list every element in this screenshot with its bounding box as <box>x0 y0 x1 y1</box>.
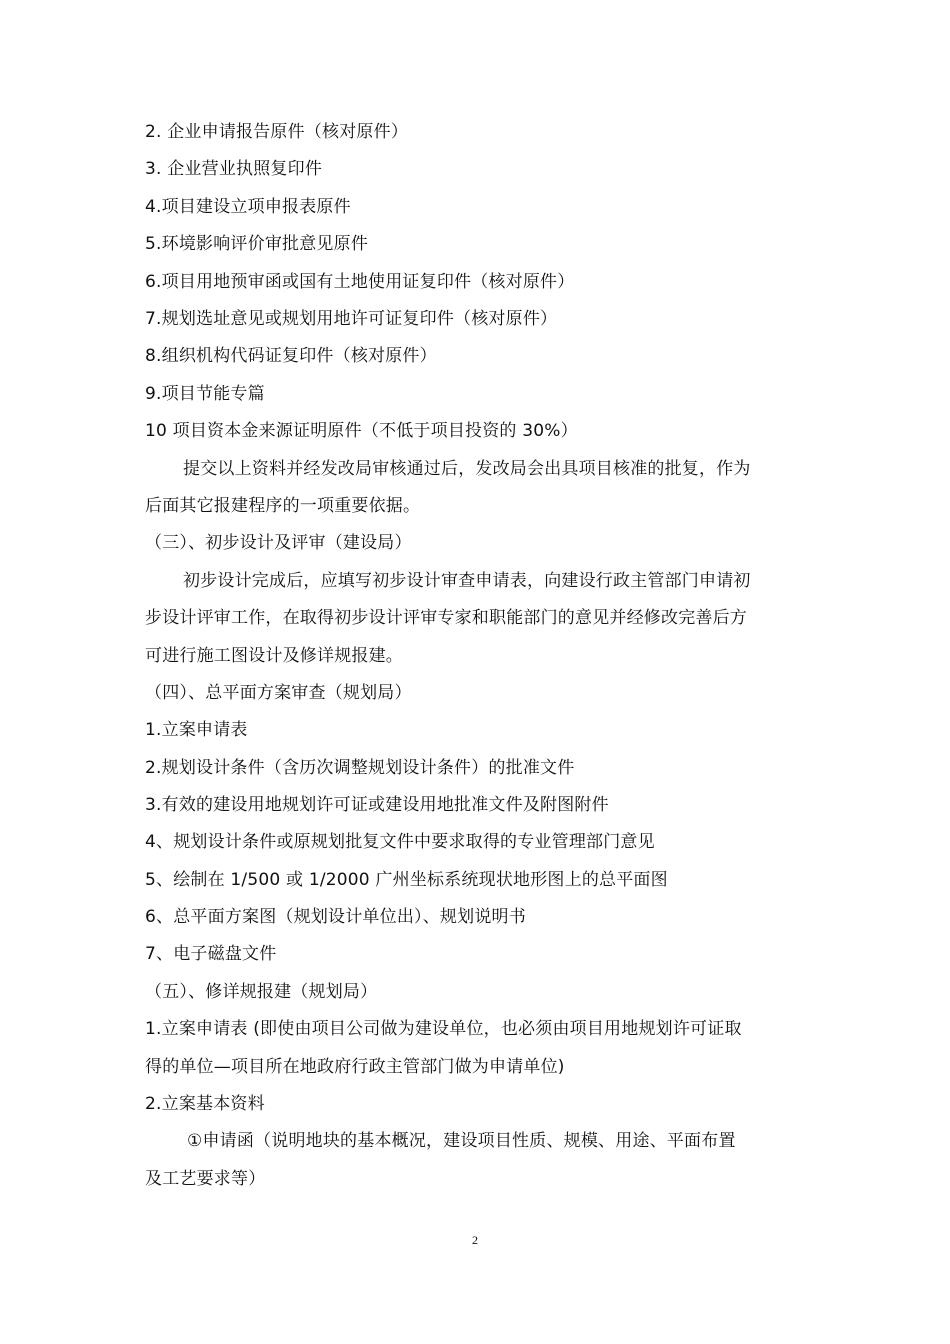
list-item-3: 3. 企业营业执照复印件 <box>145 159 323 179</box>
list-item: 1.立案申请表 (即使由项目公司做为建设单位，也必须由项目用地规划许可证取 <box>145 1019 742 1039</box>
list-item-10: 10 项目资本金来源证明原件（不低于项目投资的 30%） <box>145 421 578 441</box>
section-heading: （三）、初步设计及评审（建设局） <box>145 533 412 553</box>
list-item: 5、绘制在 1/500 或 1/2000 广州坐标系统现状地形图上的总平面图 <box>145 870 668 890</box>
list-item: 4、规划设计条件或原规划批复文件中要求取得的专业管理部门意见 <box>145 832 655 852</box>
list-item-4: 4.项目建设立项申报表原件 <box>145 197 351 217</box>
list-item: 7、电子磁盘文件 <box>145 944 277 964</box>
list-item-2: 2. 企业申请报告原件（核对原件） <box>145 122 409 142</box>
paragraph-line: 后面其它报建程序的一项重要依据。 <box>145 496 421 516</box>
list-item-5: 5.环境影响评价审批意见原件 <box>145 234 369 254</box>
list-item-6: 6.项目用地预审函或国有土地使用证复印件（核对原件） <box>145 272 575 292</box>
paragraph-line: 步设计评审工作，在取得初步设计评审专家和职能部门的意见并经修改完善后方 <box>145 608 747 628</box>
section-heading: （五）、修详规报建（规划局） <box>145 982 378 1002</box>
paragraph-line: 及工艺要求等） <box>145 1169 266 1189</box>
list-item: 3.有效的建设用地规划许可证或建设用地批准文件及附图附件 <box>145 795 609 815</box>
list-item: 6、总平面方案图（规划设计单位出）、规划说明书 <box>145 907 526 927</box>
list-item-7: 7.规划选址意见或规划用地许可证复印件（核对原件） <box>145 309 558 329</box>
list-item-8: 8.组织机构代码证复印件（核对原件） <box>145 346 437 366</box>
list-item-continuation: 得的单位—项目所在地政府行政主管部门做为申请单位) <box>145 1057 565 1077</box>
paragraph-line: ①申请函（说明地块的基本概况，建设项目性质、规模、用途、平面布置 <box>187 1131 736 1151</box>
paragraph-line: 提交以上资料并经发改局审核通过后，发改局会出具项目核准的批复，作为 <box>183 459 751 479</box>
page-number: 2 <box>472 1233 478 1247</box>
list-item: 2.立案基本资料 <box>145 1094 265 1114</box>
paragraph-line: 初步设计完成后，应填写初步设计审查申请表，向建设行政主管部门申请初 <box>183 571 751 591</box>
list-item-9: 9.项目节能专篇 <box>145 384 265 404</box>
list-item: 2.规划设计条件（含历次调整规划设计条件）的批准文件 <box>145 758 575 778</box>
paragraph-line: 可进行施工图设计及修详规报建。 <box>145 646 403 666</box>
section-heading: （四）、总平面方案审查（规划局） <box>145 683 412 703</box>
list-item: 1.立案申请表 <box>145 720 248 740</box>
